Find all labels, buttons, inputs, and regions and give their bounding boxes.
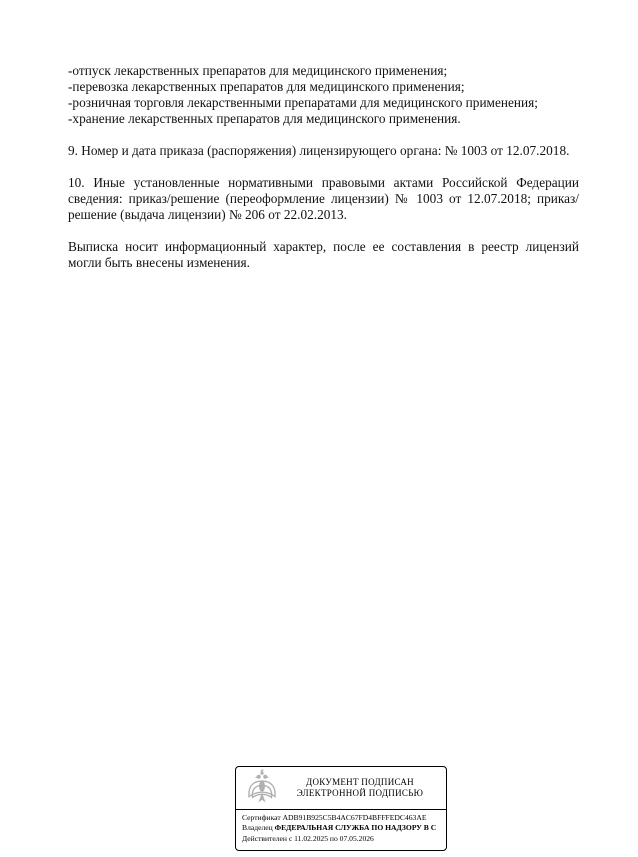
activity-item: -перевозка лекарственных препаратов для медицинского применения; bbox=[68, 79, 465, 94]
document-body bbox=[68, 47, 579, 287]
double-headed-eagle-icon bbox=[244, 769, 280, 807]
stamp-header bbox=[236, 767, 446, 810]
stamp-title-line1: ДОКУМЕНТ ПОДПИСАН bbox=[306, 777, 414, 787]
certificate-value: ADB91B925C5B4AC67FD4BFFFEDC463AE bbox=[282, 813, 427, 822]
activity-item: -хранение лекарственных препаратов для медицинского применения. bbox=[68, 111, 461, 126]
stamp-details bbox=[236, 810, 446, 844]
certificate-label: Сертификат bbox=[242, 813, 281, 822]
disclaimer: Выписка носит информационный характер, после ее составления в реестр лицензий могли быть внесены изменения. bbox=[68, 239, 579, 270]
clause-10: 10. Иные установленные нормативными правовыми актами Российской Федерации сведения: приказ/решение (переоформление лицензии) № 1003 от 12.07.2018; приказ/решение (выдача лицензии) № 206 от 22.02.2013. bbox=[68, 175, 579, 222]
certificate-line bbox=[242, 813, 446, 823]
validity-line: Действителен с 11.02.2025 по 07.05.2026 bbox=[242, 833, 374, 843]
stamp-title-line2: ЭЛЕКТРОННОЙ ПОДПИСЬЮ bbox=[296, 788, 424, 798]
electronic-signature-stamp bbox=[235, 766, 447, 851]
activity-item: -розничная торговля лекарственными препаратами для медицинского применения; bbox=[68, 95, 538, 110]
owner-line bbox=[242, 823, 446, 833]
owner-value: ФЕДЕРАЛЬНАЯ СЛУЖБА ПО НАДЗОРУ В С bbox=[274, 823, 437, 833]
stamp-title bbox=[280, 777, 442, 799]
clause-9: 9. Номер и дата приказа (распоряжения) лицензирующего органа: № 1003 от 12.07.2018. bbox=[68, 143, 570, 158]
owner-label: Владелец bbox=[242, 823, 273, 833]
activity-item: -отпуск лекарственных препаратов для медицинского применения; bbox=[68, 63, 448, 78]
